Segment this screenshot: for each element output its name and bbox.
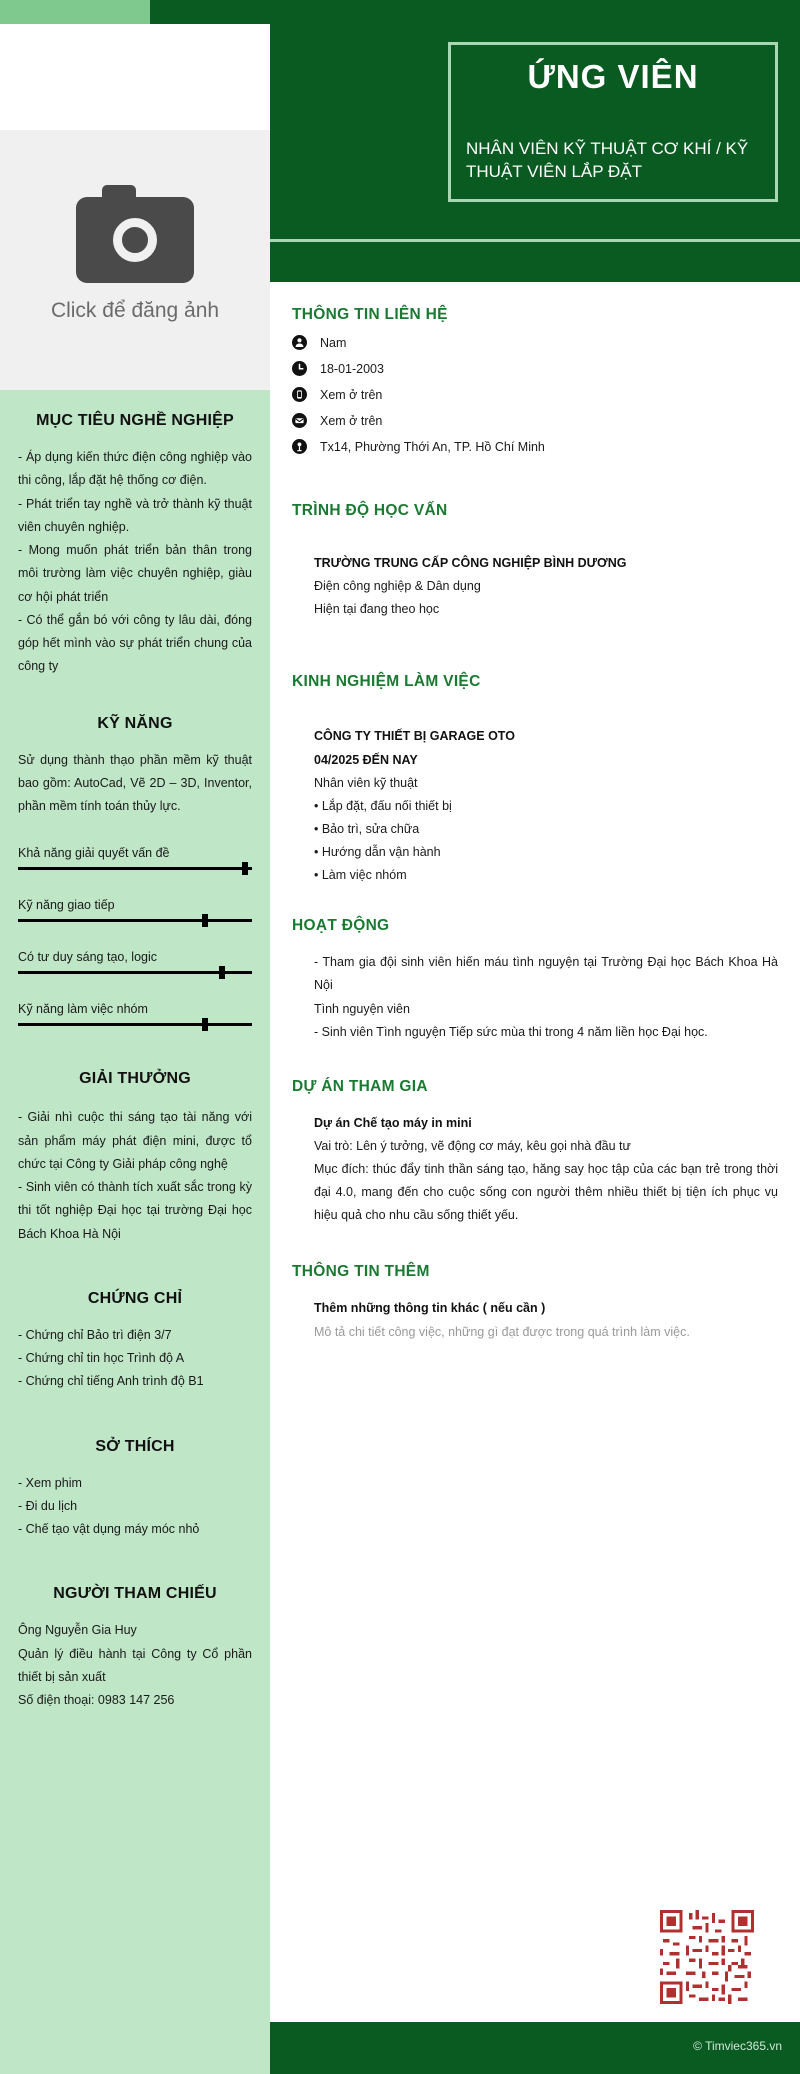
- hobby-item-1: - Xem phim: [18, 1475, 82, 1490]
- education-school: TRƯỜNG TRUNG CẤP CÔNG NGHIỆP BÌNH DƯƠNG: [314, 556, 627, 570]
- objective-line-3: - Mong muốn phát triển bản thân trong môi trường làm việc chuyên nghiệp, giàu cơ hội phát triển: [18, 543, 252, 604]
- footer: [0, 2022, 800, 2074]
- email-icon: [292, 413, 307, 428]
- section-heading-awards: GIẢI THƯỞNG: [79, 1070, 191, 1088]
- reference-line-3: Số điện thoại: 0983 147 256: [18, 1693, 175, 1707]
- section-heading-experience: KINH NGHIỆM LÀM VIỆC: [292, 673, 481, 691]
- job-title: NHÂN VIÊN KỸ THUẬT CƠ KHÍ / KỸ THUẬT VIÊN LẮP ĐẶT: [466, 139, 749, 182]
- skill-label: Có tư duy sáng tạo, logic: [18, 950, 158, 965]
- section-heading-references: NGƯỜI THAM CHIẾU: [53, 1585, 217, 1603]
- experience-period: 04/2025 ĐẾN NAY: [314, 752, 418, 767]
- camera-icon: [76, 197, 194, 283]
- qr-code-icon: [660, 1910, 754, 2004]
- project-purpose: Mục đích: thúc đẩy tinh thần sáng tạo, hăng say học tập của các bạn trẻ trong thời đại 4.0, mang đến cho cuộc sống con người thêm nhiều thiết bị tiện ích phục vụ hiệu quả cho nhu cầu sống thiết yếu.: [314, 1162, 778, 1223]
- project-name: Dự án Chế tạo máy in mini: [314, 1115, 472, 1130]
- person-icon: [292, 335, 307, 350]
- location-pin-icon: [292, 439, 307, 454]
- skill-bar-2[interactable]: [18, 950, 252, 974]
- hobby-item-2: - Đi du lịch: [18, 1498, 78, 1513]
- award-line-1: - Giải nhì cuộc thi sáng tạo tài năng với sản phẩm máy phát điện mini, được tổ chức tại Công ty Giải pháp công nghệ: [18, 1110, 252, 1171]
- contact-value: Xem ở trên: [320, 387, 383, 402]
- project-role: Vai trò: Lên ý tưởng, vẽ động cơ máy, kêu gọi nhà đầu tư: [314, 1138, 631, 1153]
- experience-role: Nhân viên kỹ thuật: [314, 775, 418, 790]
- phone-icon: [292, 387, 307, 402]
- certificate-item-3: - Chứng chỉ tiếng Anh trình độ B1: [18, 1374, 204, 1389]
- objective-line-4: - Có thể gắn bó với công ty lâu dài, đóng góp hết mình vào sự phát triển chung của công ty: [18, 612, 252, 674]
- section-heading-skills: KỸ NĂNG: [97, 714, 173, 732]
- skill-knob[interactable]: [202, 914, 208, 927]
- section-heading-contact: THÔNG TIN LIÊN HỆ: [292, 306, 448, 323]
- skill-track[interactable]: [18, 1023, 252, 1026]
- page-title: ỨNG VIÊN: [527, 58, 699, 95]
- objective-line-1: - Áp dụng kiến thức điện công nghiệp vào thi công, lắp đặt hệ thống cơ điện.: [18, 450, 252, 488]
- skill-bar-0[interactable]: [18, 846, 252, 870]
- skill-knob[interactable]: [242, 862, 248, 875]
- main-column: [270, 282, 800, 1344]
- photo-upload-panel[interactable]: [0, 130, 270, 390]
- section-heading-additional: THÔNG TIN THÊM: [292, 1263, 430, 1281]
- clock-icon: [292, 361, 307, 376]
- activity-line-1: - Tham gia đội sinh viên hiến máu tình nguyện tại Trường Đại học Bách Khoa Hà Nội: [314, 955, 778, 993]
- additional-title: Thêm những thông tin khác ( nếu cần ): [314, 1301, 546, 1316]
- contact-item-birthdate: [292, 361, 778, 376]
- experience-company: CÔNG TY THIẾT BỊ GARAGE OTO: [314, 729, 515, 744]
- education-major: Điện công nghiệp & Dân dụng: [314, 579, 481, 594]
- skill-track[interactable]: [18, 971, 252, 974]
- skill-bar-1[interactable]: [18, 898, 252, 922]
- experience-duty: • Làm việc nhóm: [314, 868, 407, 883]
- footer-credit: © Timviec365.vn: [693, 2039, 782, 2053]
- contact-item-gender: [292, 335, 778, 350]
- contact-item-address: [292, 439, 778, 454]
- experience-duty: • Hướng dẫn vận hành: [314, 845, 441, 859]
- header-divider: [270, 239, 800, 242]
- activity-line-2: Tình nguyện viên: [314, 1001, 410, 1016]
- section-heading-education: TRÌNH ĐỘ HỌC VẤN: [292, 502, 448, 519]
- certificate-item-2: - Chứng chỉ tin học Trình độ A: [18, 1351, 185, 1365]
- section-heading-activities: HOẠT ĐỘNG: [292, 917, 390, 935]
- award-line-2: - Sinh viên có thành tích xuất sắc trong kỳ thi tốt nghiệp Đại học tại trường Đại học Bách Khoa Hà Nội: [18, 1180, 252, 1241]
- contact-item-phone: [292, 387, 778, 402]
- skill-track[interactable]: [18, 867, 252, 870]
- skill-label: Kỹ năng làm việc nhóm: [18, 1002, 148, 1017]
- objective-line-2: - Phát triển tay nghề và trở thành kỹ thuật viên chuyên nghiệp.: [18, 496, 252, 534]
- skill-bar-3[interactable]: [18, 1002, 252, 1026]
- certificate-item-1: - Chứng chỉ Bảo trì điện 3/7: [18, 1327, 172, 1342]
- camera-lens: [113, 218, 157, 262]
- photo-upload-label: Click để đăng ảnh: [50, 299, 220, 322]
- top-band: [0, 0, 800, 24]
- section-heading-objective: MỤC TIÊU NGHỀ NGHIỆP: [36, 412, 234, 429]
- education-status: Hiện tại đang theo học: [314, 602, 440, 617]
- cv-header: [270, 24, 800, 282]
- contact-value: Xem ở trên: [320, 413, 383, 428]
- skills-summary: Sử dụng thành thạo phần mềm kỹ thuật bao gồm: AutoCad, Vẽ 2D – 3D, Inventor, phần mềm tính toán thủy lực.: [18, 752, 252, 813]
- additional-placeholder[interactable]: Mô tả chi tiết công việc, những gì đạt được trong quá trình làm việc.: [314, 1324, 690, 1339]
- skill-track[interactable]: [18, 919, 252, 922]
- section-heading-hobbies: SỞ THÍCH: [95, 1437, 175, 1455]
- contact-value: Tx14, Phường Thới An, TP. Hồ Chí Minh: [320, 439, 545, 454]
- contact-value: 18-01-2003: [320, 361, 384, 376]
- contact-item-email: [292, 413, 778, 428]
- skill-label: Khả năng giải quyết vấn đề: [18, 846, 170, 861]
- top-band-accent: [0, 0, 150, 24]
- hobby-item-3: - Chế tạo vật dụng máy móc nhỏ: [18, 1522, 200, 1536]
- skill-knob[interactable]: [202, 1018, 208, 1031]
- activity-line-3: - Sinh viên Tình nguyện Tiếp sức mùa thi trong 4 năm liền học Đại học.: [314, 1024, 708, 1039]
- section-heading-certificates: CHỨNG CHỈ: [87, 1289, 183, 1307]
- skill-label: Kỹ năng giao tiếp: [18, 898, 115, 913]
- sidebar: [0, 390, 270, 2022]
- footer-accent: [0, 2022, 270, 2074]
- experience-duty: • Lắp đặt, đấu nối thiết bị: [314, 798, 452, 813]
- contact-value: Nam: [320, 335, 347, 350]
- section-heading-projects: DỰ ÁN THAM GIA: [292, 1077, 428, 1095]
- experience-duty: • Bảo trì, sửa chữa: [314, 821, 420, 836]
- reference-line-2: Quản lý điều hành tại Công ty Cổ phần thiết bị sản xuất: [18, 1646, 252, 1684]
- skill-knob[interactable]: [219, 966, 225, 979]
- reference-line-1: Ông Nguyễn Gia Huy: [18, 1623, 137, 1638]
